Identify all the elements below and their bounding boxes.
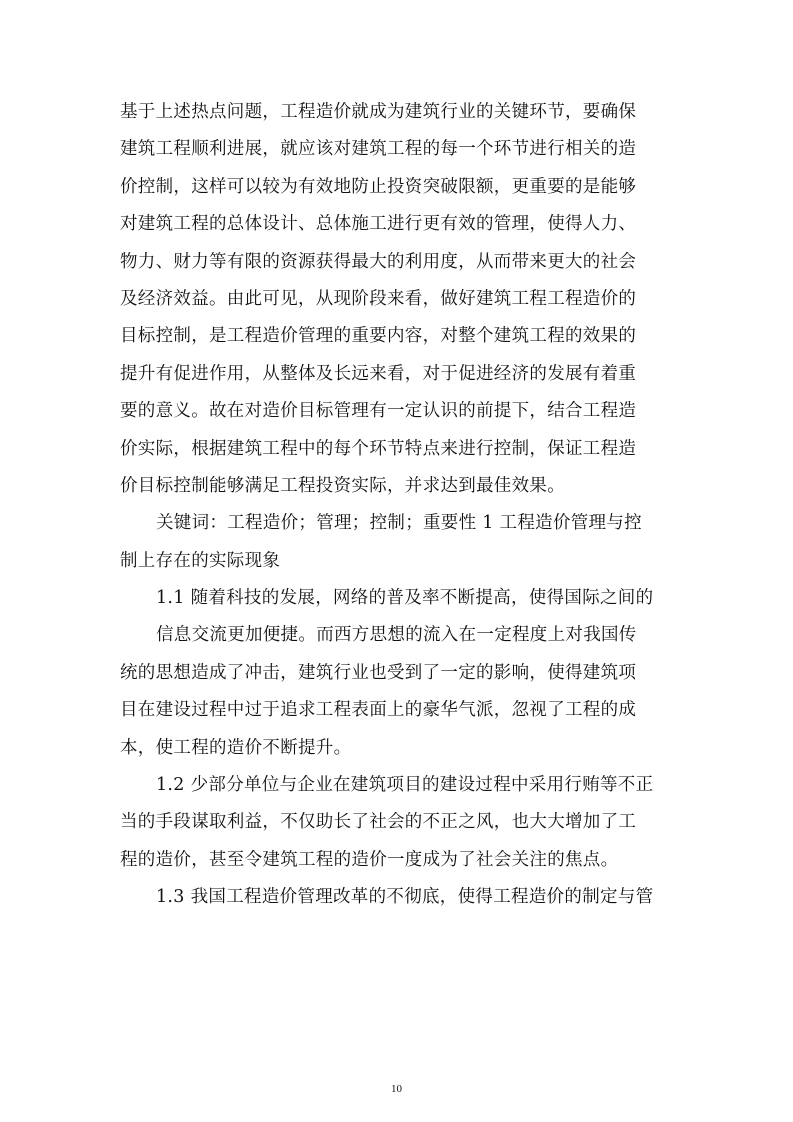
section-1-3-line: 1.3 我国工程造价管理改革的不彻底，使得工程造价的制定与管 bbox=[156, 887, 654, 908]
text-line: 基于上述热点问题，工程造价就成为建筑行业的关键环节，要确保 bbox=[120, 102, 637, 122]
keywords-line: 制上存在的实际现象 bbox=[120, 550, 281, 571]
page-number: 10 bbox=[391, 1083, 402, 1095]
text-line: 要的意义。故在对造价目标管理有一定认识的前提下，结合工程造 bbox=[120, 401, 637, 422]
text-line: 物力、财力等有限的资源获得最大的利用度，从而带来更大的社会 bbox=[120, 251, 637, 272]
text-line: 价实际，根据建筑工程中的每个环节特点来进行控制，保证工程造 bbox=[120, 438, 637, 459]
text-line: 统的思想造成了冲击，建筑行业也受到了一定的影响，使得建筑项 bbox=[120, 662, 637, 683]
text-line: 程的造价，甚至令建筑工程的造价一度成为了社会关注的焦点。 bbox=[120, 849, 619, 870]
text-line: 信息交流更加便捷。而西方思想的流入在一定程度上对我国传 bbox=[156, 625, 637, 646]
text-line: 对建筑工程的总体设计、总体施工进行更有效的管理，使得人力、 bbox=[120, 214, 637, 235]
text-line: 本，使工程的造价不断提升。 bbox=[120, 737, 352, 758]
text-line: 及经济效益。由此可见，从现阶段来看，做好建筑工程工程造价的 bbox=[120, 288, 637, 309]
text-line: 当的手段谋取利益，不仅助长了社会的不正之风，也大大增加了工 bbox=[120, 812, 637, 833]
keywords-line: 关键词：工程造价；管理；控制；重要性 1 工程造价管理与控 bbox=[156, 513, 642, 534]
text-line: 价目标控制能够满足工程投资实际，并求达到最佳效果。 bbox=[120, 475, 565, 496]
text-line: 价控制，这样可以较为有效地防止投资突破限额，更重要的是能够 bbox=[120, 176, 637, 197]
section-1-1-line: 1.1 随着科技的发展，网络的普及率不断提高，使得国际之间的 bbox=[156, 588, 654, 609]
text-line: 目标控制，是工程造价管理的重要内容，对整个建筑工程的效果的 bbox=[120, 326, 637, 347]
text-line: 目在建设过程中过于追求工程表面上的豪华气派，忽视了工程的成 bbox=[120, 700, 637, 721]
text-line: 建筑工程顺利进展，就应该对建筑工程的每一个环节进行相关的造 bbox=[120, 139, 637, 160]
text-line: 提升有促进作用，从整体及长远来看，对于促进经济的发展有着重 bbox=[120, 363, 637, 384]
page-body bbox=[120, 94, 674, 917]
section-1-2-line: 1.2 少部分单位与企业在建筑项目的建设过程中采用行贿等不正 bbox=[156, 775, 654, 796]
